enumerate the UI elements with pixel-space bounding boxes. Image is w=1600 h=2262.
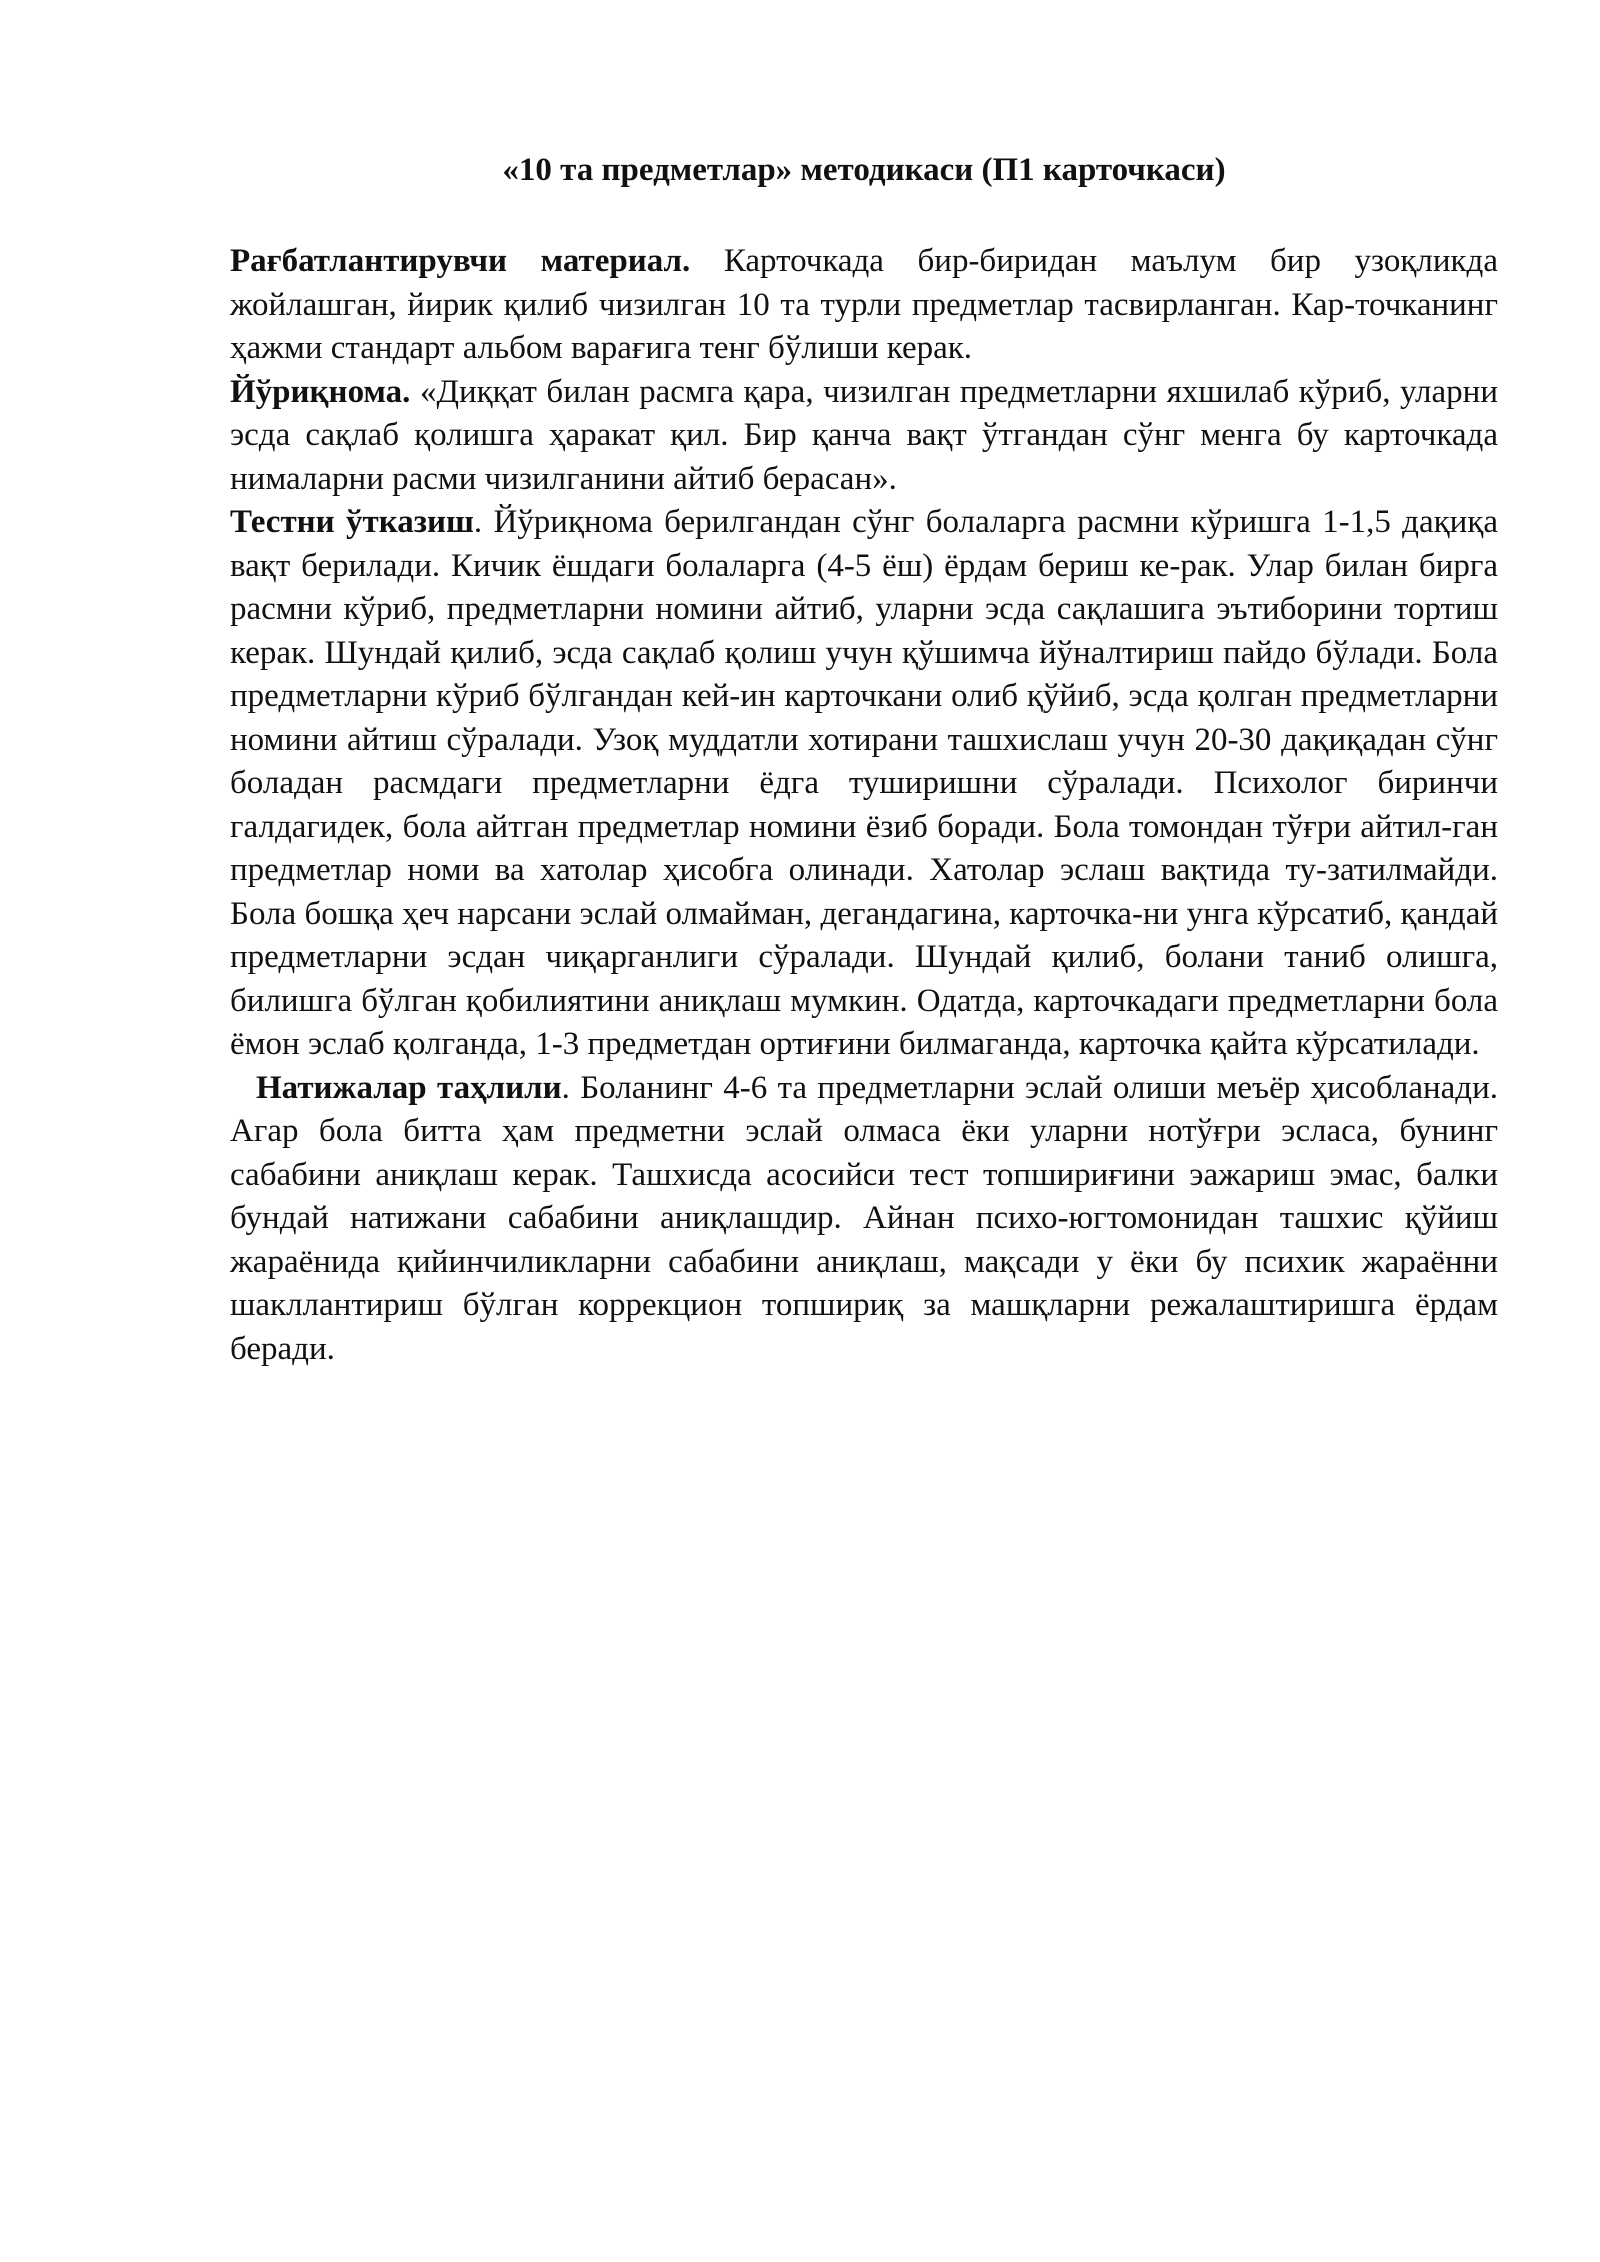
paragraph-heading: Рағбатлантирувчи материал. bbox=[230, 243, 691, 279]
paragraph-test-procedure bbox=[230, 501, 1498, 1067]
paragraph-results-analysis bbox=[230, 1067, 1498, 1372]
paragraph-heading: Натижалар таҳлили bbox=[256, 1069, 562, 1106]
paragraph-text: . Йўриқнома берилгандан сўнг болаларга расмни кўришга 1-1,5 дақиқа вақт берилади. Кичик ёшдаги болаларга (4-5 ёш) ёрдам бериш ке-рак. Улар билан бирга расмни кўриб, предметларни номини айтиб, уларни эсда сақлашига эътиборини тортиш керак. Шундай қилиб, эсда сақлаб қолиш учун қўшимча йўналтириш пайдо бўлади. Бола предметларни кўриб бўлгандан кей-ин карточкани олиб қўйиб, эсда қолган предметларни номини айтиш сўралади. Узоқ муддатли хотирани ташхислаш учун 20-30 дақиқадан сўнг боладан расмдаги предметларни ёдга туширишни сўралади. Психолог биринчи галдагидек, бола айтган предметлар номини ёзиб боради. Бола томондан тўғри айтил-ган предметлар номи ва хатолар ҳисобга олинади. Хатолар эслаш вақтида ту-затилмайди. Бола бошқа ҳеч нарсани эслай олмайман, дегандагина, карточка-ни унга кўрсатиб, қандай предметларни эсдан чиқарганлиги сўралади. Шундай қилиб, болани таниб олишга, билишга бўлган қобилиятини аниқлаш мумкин. Одатда, карточкадаги предметларни бола ёмон эслаб қолганда, 1-3 предметдан ортиғини билмаганда, карточка қайта кўрсатилади. bbox=[230, 504, 1498, 1062]
paragraph-text: «Диққат билан расмга қара, чизилган предметларни яхшилаб кўриб, уларни эсда сақлаб қолишга ҳаракат қил. Бир қанча вақт ўтгандан сўнг менга бу карточкада нималарни расми чизилганини айтиб берасан». bbox=[230, 373, 1498, 497]
paragraph-heading: Йўриқнома. bbox=[230, 373, 411, 410]
paragraph-text: Карточкада бир-биридан маълум бир узоқликда жойлашган, йирик қилиб чизилган 10 та турли предметлар тасвирланган. Кар-точканинг ҳажми стандарт альбом варағига тенг бўлиши керак. bbox=[230, 243, 1498, 366]
paragraph-stimulus-material bbox=[230, 240, 1498, 371]
paragraph-heading: Тестни ўтказиш bbox=[230, 504, 474, 540]
document-title: «10 та предметлар» методикаси (П1 карточкаси) bbox=[502, 152, 1226, 188]
paragraph-text: . Боланинг 4-6 та предметларни эслай олиши меъёр ҳисобланади. Агар бола битта ҳам предметни эслай олмаса ёки уларни нотўғри эсласа, бунинг сабабини аниқлаш керак. Ташхисда асосийси тест топшириғини эажариш эмас, балки бундай натижани сабабини аниқлашдир. Айнан психо-югтомонидан ташхис қўйиш жараёнида қийинчиликларни сабабини аниқлаш, мақсади у ёки бу психик жараённи шакллантириш бўлган коррекцион топшириқ за машқларни режалаштиришга ёрдам беради. bbox=[230, 1069, 1498, 1367]
document-body bbox=[230, 240, 1498, 1371]
paragraph-instruction bbox=[230, 371, 1498, 502]
